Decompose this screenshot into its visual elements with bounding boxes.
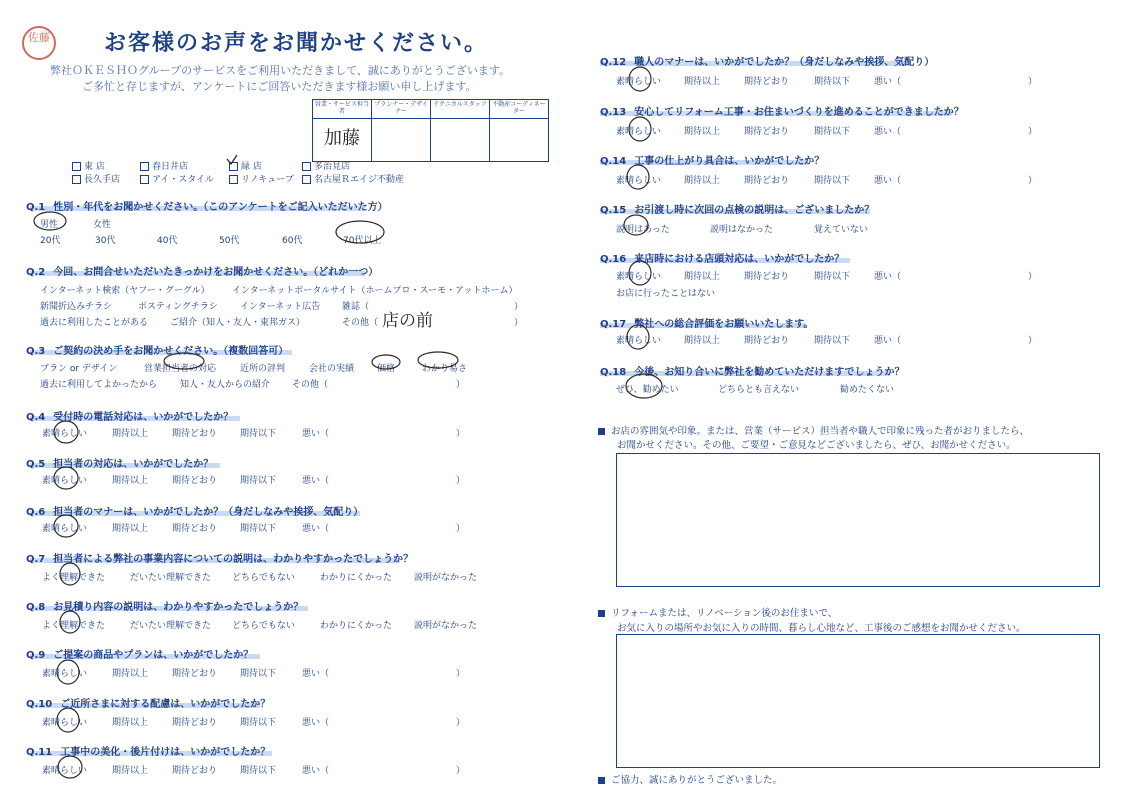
question-13: Q.13 安心してリフォーム工事・お住まいづくりを進めることができましたか？ [600, 107, 964, 118]
intro-line-1: 弊社ＯＫＥＳＨＯグループのサービスをご利用いただきまして、誠にありがとうございます。 [50, 64, 511, 77]
option-rating[interactable]: 期待以上 [684, 176, 721, 186]
option-rating[interactable]: 期待どおり [172, 524, 218, 534]
option-rating[interactable]: 期待どおり [744, 336, 790, 346]
question-4: Q.4 受付時の電話対応は、いかがでしたか？ [26, 412, 234, 423]
option[interactable]: 過去に利用したことがある [40, 318, 149, 328]
option-understanding[interactable]: どちらでもない [232, 573, 295, 583]
store-checkbox[interactable]: 春日井店 [140, 159, 188, 172]
store-checkbox[interactable]: 多治見店 [302, 159, 350, 172]
option[interactable]: プラン or デザイン [40, 364, 118, 374]
option-rating[interactable]: 期待以下 [814, 127, 851, 137]
store-checkbox[interactable]: 緑 店 [229, 159, 262, 172]
option-rating[interactable]: 期待以下 [814, 77, 851, 87]
option-rating[interactable]: 期待以下 [240, 669, 277, 679]
staff-cell[interactable] [431, 118, 490, 161]
question-7: Q.7 担当者による弊社の事業内容についての説明は、わかりやすかったでしょうか？ [26, 554, 414, 565]
option-rating[interactable]: 素晴らしい [616, 176, 662, 186]
paren: ） [1028, 127, 1038, 137]
option-rating[interactable]: 素晴らしい [616, 272, 662, 282]
question-3: Q.3 ご契約の決め手をお聞かせください。（複数回答可） [26, 346, 289, 357]
question-11: Q.11 工事中の美化・後片付けは、いかがでしたか？ [26, 747, 271, 758]
question-10: Q.10 ご近所さまに対する配慮は、いかがでしたか？ [26, 699, 271, 710]
comment-prompt-1b: お聞かせください。その他、ご要望・ご意見などございましたら、ぜひ、お聞かせください。 [617, 440, 1016, 451]
paren: ） [456, 718, 466, 728]
option-rating[interactable]: 素晴らしい [42, 669, 88, 679]
option-age[interactable]: 30代 [95, 236, 116, 246]
option-rating[interactable]: 期待以下 [240, 766, 277, 776]
thanks-text: ご協力、誠にありがとうございました。 [598, 773, 782, 789]
seal-stamp [22, 26, 56, 60]
store-checkbox[interactable]: 長久手店 [72, 172, 120, 185]
option-rating[interactable]: 素晴らしい [616, 77, 662, 87]
option[interactable]: その他（ [292, 380, 329, 390]
question-17: Q.17 弊社への総合評価をお願いいたします。 [600, 319, 814, 330]
option-age[interactable]: 50代 [219, 236, 240, 246]
option[interactable]: ご紹介（知人・友人・東邦ガス） [170, 318, 306, 328]
option-understanding[interactable]: 説明がなかった [414, 621, 478, 631]
option-understanding[interactable]: 説明がなかった [414, 573, 478, 583]
staff-header: 不動産コーディネーター [490, 100, 549, 119]
staff-cell[interactable] [490, 118, 549, 161]
seal-text: 佐藤 [28, 31, 50, 44]
question-5: Q.5 担当者の対応は、いかがでしたか？ [26, 459, 214, 470]
option-rating[interactable]: 素晴らしい [42, 429, 88, 439]
option-rating[interactable]: 悪い（ [302, 429, 330, 439]
option[interactable]: 勧めたくない [840, 385, 895, 395]
option[interactable]: 会社の実績 [309, 364, 355, 374]
option-understanding[interactable]: よく理解できた [42, 621, 106, 631]
option-rating[interactable]: 悪い（ [302, 476, 330, 486]
staff-header: 営業・サービス担当者 [313, 100, 372, 119]
option-rating[interactable]: 悪い（ [302, 718, 330, 728]
question-2: Q.2 今回、お問合せいただいたきっかけをお聞かせください。（どれか一つ） [26, 267, 379, 278]
option-understanding[interactable]: わかりにくかった [320, 573, 393, 583]
staff-table [312, 99, 549, 162]
comment-prompt-2: リフォームまたは、リノベーション後のお住まいで、 [598, 606, 837, 622]
paren: ） [1028, 272, 1038, 282]
option-rating[interactable]: 期待以上 [112, 429, 149, 439]
option-gender[interactable]: 男性 [40, 220, 59, 230]
option-rating[interactable]: 悪い（ [874, 77, 902, 87]
option[interactable]: お店に行ったことはない [616, 289, 716, 299]
option-rating[interactable]: 素晴らしい [42, 524, 88, 534]
question-6: Q.6 担当者のマナーは、いかがでしたか？（身だしなみや挨拶、気配り） [26, 507, 364, 518]
option[interactable]: どちらとも言えない [718, 385, 800, 395]
option-rating[interactable]: 期待以上 [112, 718, 149, 728]
option-rating[interactable]: 悪い（ [874, 127, 902, 137]
option-age[interactable]: 70代以上 [343, 236, 382, 246]
option-rating[interactable]: 期待以上 [684, 336, 721, 346]
option[interactable]: 知人・友人からの紹介 [180, 380, 271, 390]
question-16: Q.16 来店時における店頭対応は、いかがでしたか？ [600, 254, 845, 265]
store-checkbox[interactable]: アイ・スタイル [140, 172, 214, 185]
option[interactable]: 営業担当者の対応 [144, 364, 217, 374]
option-rating[interactable]: 悪い（ [874, 272, 902, 282]
option-rating[interactable]: 期待以上 [112, 524, 149, 534]
paren: ） [514, 318, 524, 328]
paren: ） [1028, 77, 1038, 87]
option-understanding[interactable]: よく理解できた [42, 573, 106, 583]
option-rating[interactable]: 素晴らしい [616, 336, 662, 346]
page-title: お客様のお声をお聞かせください。 [104, 31, 489, 56]
option-rating[interactable]: 期待以下 [240, 718, 277, 728]
paren: ） [456, 766, 466, 776]
paren: ） [1028, 336, 1038, 346]
option[interactable]: 新聞折込みチラシ [40, 302, 113, 312]
staff-cell[interactable] [372, 118, 431, 161]
question-15: Q.15 お引渡し時に次回の点検の説明は、ございましたか？ [600, 205, 875, 216]
comment-prompt-1: お店の雰囲気や印象。または、営業（サービス）担当者や職人で印象に残った者がおりましたら、 [598, 424, 1029, 440]
option-rating[interactable]: 期待以下 [814, 176, 851, 186]
intro-line-2: ご多忙と存じますが、アンケートにご回答いただきます様お願い申し上げます。 [82, 80, 477, 93]
staff-header: プランナー・デザイナー [372, 100, 431, 119]
comment-textbox-2[interactable] [616, 634, 1100, 768]
option[interactable]: 近所の評判 [240, 364, 286, 374]
option-rating[interactable]: 期待以下 [240, 429, 277, 439]
option-rating[interactable]: 期待以上 [684, 272, 721, 282]
option-rating[interactable]: 期待以下 [814, 272, 851, 282]
option-rating[interactable]: 期待どおり [744, 272, 790, 282]
option-rating[interactable]: 素晴らしい [42, 476, 88, 486]
q2-handwritten-answer[interactable]: 店の前 [382, 311, 433, 331]
option-age[interactable]: 40代 [157, 236, 178, 246]
option-rating[interactable]: 期待どおり [172, 669, 218, 679]
question-18: Q.18 今後、お知り合いに弊社を勧めていただけますでしょうか？ [600, 367, 905, 378]
store-checkbox[interactable]: リノキューブ [229, 172, 294, 185]
option[interactable]: ポスティングチラシ [138, 302, 218, 312]
option[interactable]: ぜひ、勧めたい [616, 385, 679, 395]
store-checkbox[interactable]: 東 店 [72, 159, 105, 172]
question-9: Q.9 ご提案の商品やプランは、いかがでしたか？ [26, 650, 254, 661]
option-rating[interactable]: 期待どおり [172, 476, 218, 486]
comment-prompt-2b: お気に入りの場所やお気に入りの時間、暮らし心地など、工事後のご感想をお聞かせください。 [617, 623, 1026, 634]
question-1: Q.1 性別・年代をお聞かせください。（このアンケートをご記入いただいた方） [26, 202, 388, 213]
paren: ） [456, 669, 466, 679]
staff-header: テクニカルスタッフ [431, 100, 490, 119]
option[interactable]: インターネット検索（ヤフー・グーグル） [40, 286, 210, 296]
option-rating[interactable]: 期待以上 [112, 669, 149, 679]
option[interactable]: 価格 [377, 364, 396, 374]
option-rating[interactable]: 期待以下 [814, 336, 851, 346]
paren: ） [456, 524, 466, 534]
option[interactable]: 覚えていない [814, 225, 869, 235]
option[interactable]: インターネット広告 [240, 302, 321, 312]
option-rating[interactable]: 素晴らしい [42, 766, 88, 776]
option-rating[interactable]: 期待どおり [172, 718, 218, 728]
option[interactable]: わかり易さ [422, 364, 468, 374]
option-age[interactable]: 20代 [40, 236, 61, 246]
paren: ） [514, 302, 524, 312]
option-rating[interactable]: 悪い（ [874, 176, 902, 186]
paren: ） [456, 380, 466, 390]
option-understanding[interactable]: どちらでもない [232, 621, 295, 631]
option-understanding[interactable]: だいたい理解できた [130, 621, 212, 631]
paren: ） [456, 429, 466, 439]
option-rating[interactable]: 悪い（ [302, 524, 330, 534]
option-rating[interactable]: 期待以上 [112, 766, 149, 776]
option-rating[interactable]: 期待どおり [744, 127, 790, 137]
option[interactable]: 過去に利用してよかったから [40, 380, 158, 390]
paren: ） [1028, 176, 1038, 186]
option[interactable]: 説明はあった [616, 225, 670, 235]
option-rating[interactable]: 期待どおり [172, 429, 218, 439]
option[interactable]: その他（ [342, 318, 379, 328]
option-rating[interactable]: 期待どおり [172, 766, 218, 776]
option-rating[interactable]: 期待以下 [240, 476, 277, 486]
option[interactable]: 雑誌（ [342, 302, 370, 312]
option[interactable]: 説明はなかった [710, 225, 774, 235]
staff-signature[interactable]: 加藤 [324, 128, 360, 150]
option-rating[interactable]: 悪い（ [302, 766, 330, 776]
option-rating[interactable]: 素晴らしい [616, 127, 662, 137]
question-12: Q.12 職人のマナーは、いかがでしたか？（身だしなみや挨拶、気配り） [600, 57, 935, 68]
paren: ） [456, 476, 466, 486]
option-age[interactable]: 60代 [282, 236, 303, 246]
option-rating[interactable]: 期待以上 [684, 77, 721, 87]
option-rating[interactable]: 期待以上 [684, 127, 721, 137]
option-rating[interactable]: 期待どおり [744, 77, 790, 87]
option-rating[interactable]: 期待どおり [744, 176, 790, 186]
store-checkbox[interactable]: 名古屋Ｒエイジ不動産 [302, 172, 404, 185]
option-rating[interactable]: 悪い（ [874, 336, 902, 346]
question-8: Q.8 お見積り内容の説明は、わかりやすかったでしょうか？ [26, 602, 304, 613]
comment-textbox-1[interactable] [616, 453, 1100, 587]
option-understanding[interactable]: だいたい理解できた [130, 573, 212, 583]
option-understanding[interactable]: わかりにくかった [320, 621, 393, 631]
option-rating[interactable]: 期待以上 [112, 476, 149, 486]
option-gender[interactable]: 女性 [93, 220, 112, 230]
option-rating[interactable]: 素晴らしい [42, 718, 88, 728]
option-rating[interactable]: 期待以下 [240, 524, 277, 534]
option[interactable]: インターネットポータルサイト（ホームプロ・スーモ・アットホーム） [232, 286, 518, 296]
question-14: Q.14 工事の仕上がり具合は、いかがでしたか？ [600, 156, 825, 167]
option-rating[interactable]: 悪い（ [302, 669, 330, 679]
